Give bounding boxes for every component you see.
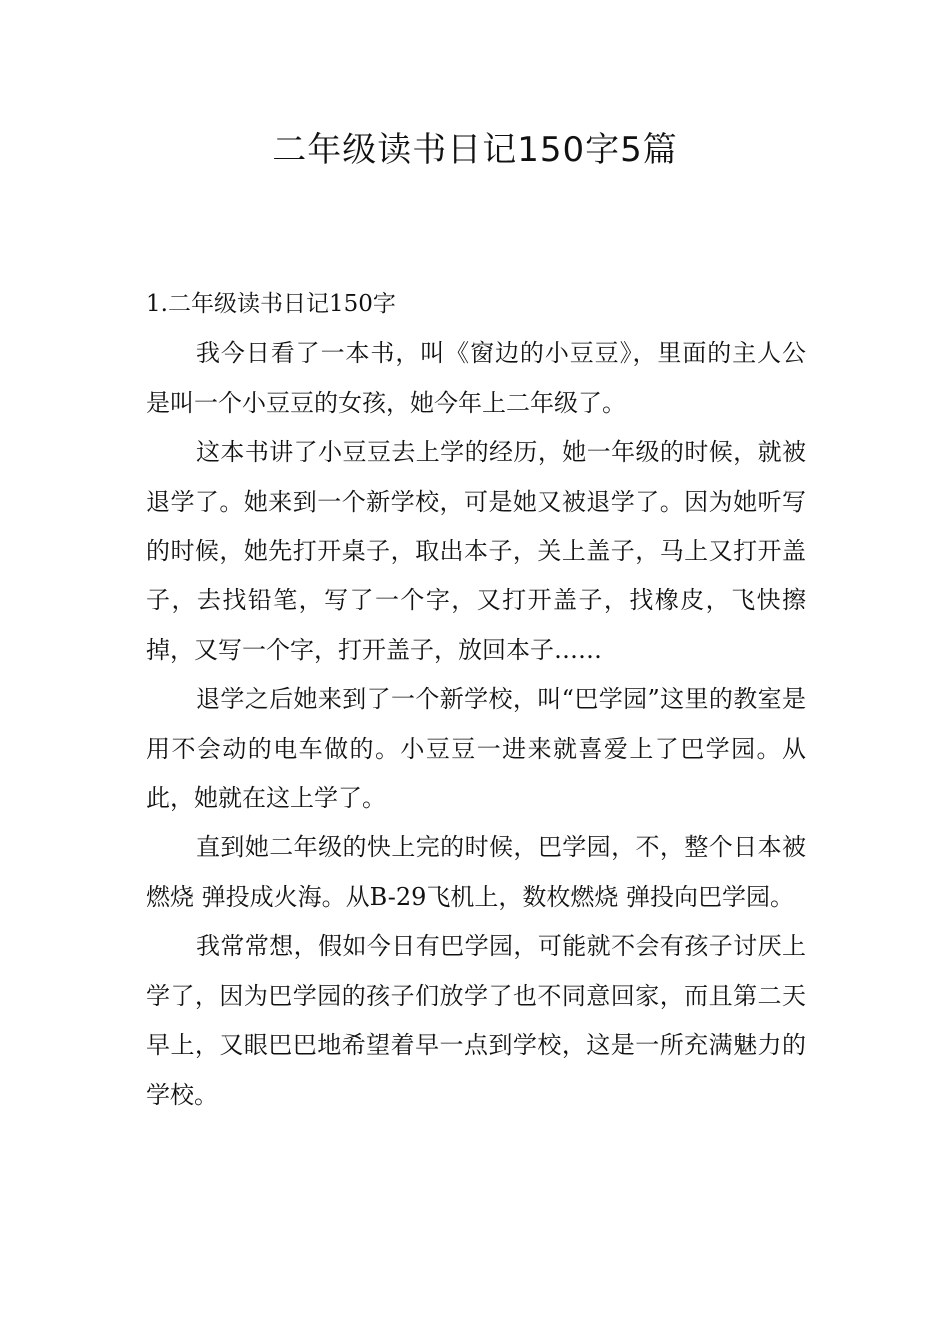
section-heading: 1.二年级读书日记150字 (146, 291, 396, 317)
paragraph-war: 直到她二年级的快上完的时候，巴学园，不，整个日本被燃烧 弹投成火海。从B-29飞机上，数枚燃烧 弹投向巴学园。 (146, 833, 806, 911)
paragraph-reflection: 我常常想，假如今日有巴学园，可能就不会有孩子讨厌上学了，因为巴学园的孩子们放学了也不同意回家，而且第二天早上，又眼巴巴地希望着早一点到学校，这是一所充满魅力的学校。 (146, 932, 806, 1109)
paragraph-new-school: 退学之后她来到了一个新学校，叫“巴学园”这里的教室是用不会动的电车做的。小豆豆一进来就喜爱上了巴学园。从此，她就在这上学了。 (146, 685, 806, 813)
paragraph-story: 这本书讲了小豆豆去上学的经历，她一年级的时候，就被退学了。她来到一个新学校，可是她又被退学了。因为她听写的时候，她先打开桌子，取出本子，关上盖子，马上又打开盖子，去找铅笔，写了一个字，又打开盖子，找橡皮，飞快擦掉，又写一个字，打开盖子，放回本子…… (146, 438, 806, 664)
paragraph-intro: 我今日看了一本书，叫《窗边的小豆豆》，里面的主人公是叫一个小豆豆的女孩，她今年上二年级了。 (146, 339, 806, 417)
document-title: 二年级读书日记150字5篇 (272, 130, 678, 170)
document-body (146, 280, 806, 1120)
